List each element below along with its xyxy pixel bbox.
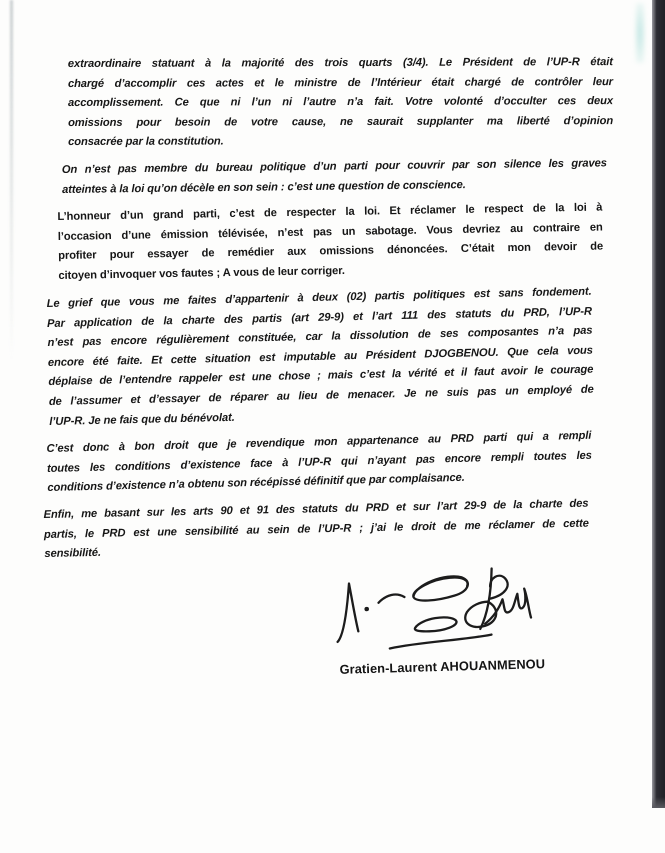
text-line: citoyen d’invoquer vos fautes ; A vous de leur corriger. [58,264,345,282]
text-line: l’UP-R. Je ne fais que du bénévolat. [49,410,235,428]
text-line: partis, le PRD est une sensibilité au sein de l’UP-R ; j’ai le droit de me réclamer de cette [43,517,589,542]
paragraph-4 [46,282,594,431]
signature-stroke [366,608,368,610]
scan-right-edge-strip-tip [652,797,665,808]
paragraph-2 [62,154,607,200]
text-line: conditions d’existence n’a obtenu son récépissé définitif que par complaisance. [47,471,465,494]
text-line: profiter pour essayer de remédier aux omissions dénoncées. C’était mon devoir de [58,240,604,263]
text-line: Enfin, me basant sur les arts 90 et 91 des statuts du PRD et sur l’art 29-9 de la charte des [43,498,589,522]
signature-block [311,559,572,677]
text-line: l’occasion d’une émission télévisée, n’est pas un sabotage. Vous devriez au contraire en [57,221,603,243]
text-line: de l’assumer et d’essayer de réparer au lieu de menacer. Je ne suis pas un employé de [48,383,594,408]
text-line: atteintes à la loi qu’on décèle en son sein : c’est une question de conscience. [62,178,466,196]
signature-stroke [390,635,492,649]
text-line: Par application de la charte des partis (art 29-9) et l’art 111 des statuts du PRD, l’UP-R [46,304,593,330]
scan-teal-smudge-artifact [635,3,645,63]
signature-stroke [378,594,404,602]
paragraph-3 [57,199,603,287]
scan-right-edge-strip [652,0,665,808]
text-line: chargé d’accomplir ces actes et le ministre de l’Intérieur était chargé de contrôler leur [67,75,613,90]
text-line: encore été faite. Et cette situation est imputable au Président DJOGBENOU. Que cela vous [47,343,593,369]
text-line: On n’est pas membre du bureau politique d’un parti pour couvrir par son silence les graves [61,157,607,176]
signature-stroke [465,601,497,627]
signature-scribble-icon [319,560,562,662]
signature-stroke [413,576,468,601]
paragraphs [44,55,619,565]
signatory-name: Gratien-Laurent AHOUANMENOU [339,656,546,677]
text-line: consacrée par la constitution. [68,135,224,149]
text-line: Le grief que vous me faites d’appartenir à deux (02) partis politiques est sans fondement. [46,285,592,310]
text-line: sensibilité. [44,547,102,561]
signature-stroke [490,576,508,599]
paragraph-6 [43,495,589,565]
paragraph-1 [68,53,613,153]
signature-stroke [415,617,457,632]
text-line: n’est pas encore régulièrement constituée, car la dissolution de ses composantes n’a pas [47,324,593,349]
text-line: toutes les conditions d’existence face à l’UP-R qui n’ayant pas encore rempli toutes les [46,448,592,475]
letter-body [44,55,619,573]
scan-left-fold-artifact [10,0,13,360]
text-line: extraordinaire statuant à la majorité des trois quarts (3/4). Le Président de l’UP-R était [67,56,613,71]
text-line: omissions pour besoin de votre cause, ne saurait supplanter ma liberté d’opinion [68,114,614,129]
text-line: accomplissement. Ce que ni l’un ni l’autre n’a fait. Votre volonté d’occulter ces deux [67,95,614,110]
text-line: déplaise de l’entendre rappeler est une chose ; mais c’est la vérité et il faut avoir le courage [48,363,594,388]
signature-stroke [336,583,359,642]
text-line: L’honneur d’un grand parti, c’est de respecter la loi. Et réclamer le respect de la loi à [57,201,603,224]
signature-stroke [484,588,531,623]
text-line: C’est donc à bon droit que je revendique mon appartenance au PRD parti qui a rempli [46,429,592,455]
paragraph-5 [46,426,592,498]
